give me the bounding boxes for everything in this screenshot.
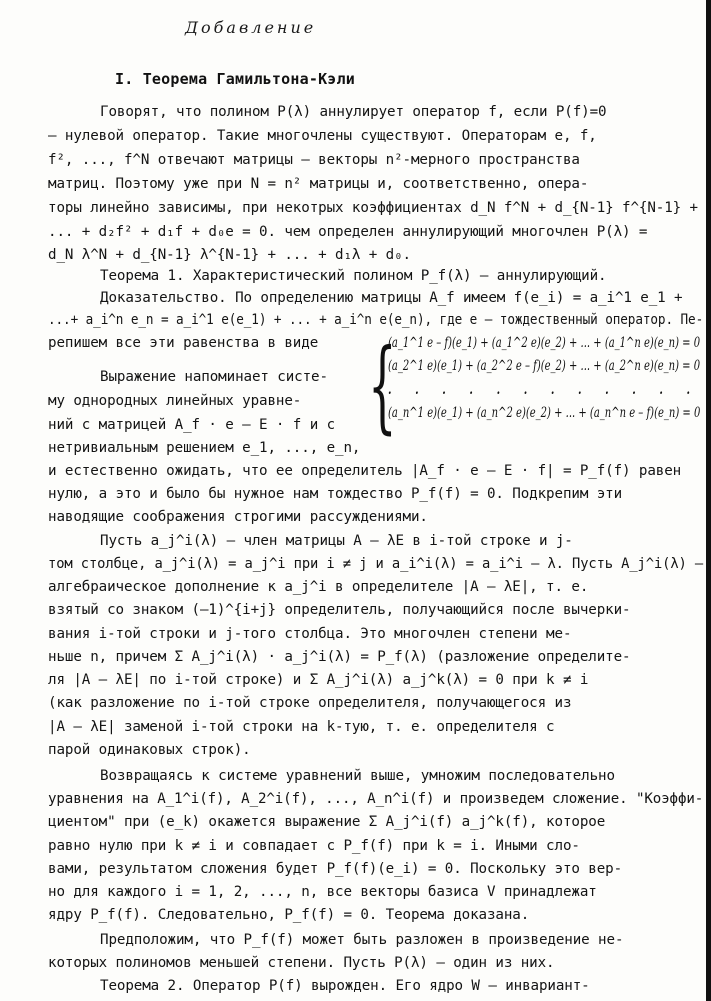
text-line: – нулевой оператор. Такие многочлены существуют. Операторам e, f, xyxy=(48,128,597,144)
text-line: (как разложение по i-той строке определителя, получающегося из xyxy=(48,695,572,711)
text-line: но для каждого i = 1, 2, ..., n, все векторы базиса V принадлежат xyxy=(48,884,597,900)
text-line: парой одинаковых строк). xyxy=(48,742,251,758)
system-equation: . . . . . . . . . . . . xyxy=(388,382,701,398)
text-line: том столбце, a_j^i(λ) = a_j^i при i ≠ j и a_i^i(λ) = a_i^i – λ. Пусть A_j^i(λ) – xyxy=(48,556,704,572)
text-line: алгебраическое дополнение к a_j^i в определителе |A – λE|, т. е. xyxy=(48,579,589,595)
text-line: торы линейно зависимы, при некотрых коэффициентах d_N f^N + d_{N-1} f^{N-1} + xyxy=(48,200,699,216)
text-line: вами, результатом сложения будет P_f(f)(e_i) = 0. Поскольку это вер- xyxy=(48,861,623,877)
text-line: Выражение напоминает систе- xyxy=(100,369,328,385)
system-equation: (a_1^1 e – f)(e_1) + (a_1^2 e)(e_2) + ... + (a_1^n e)(e_n) = 0 xyxy=(388,335,701,351)
text-line: Пусть a_j^i(λ) – член матрицы A – λE в i-той строке и j- xyxy=(100,533,573,549)
text-line: репишем все эти равенства в виде xyxy=(48,335,319,351)
text-line: му однородных линейных уравне- xyxy=(48,393,302,409)
text-line: взятый со знаком (–1)^{i+j} определитель, получающийся после вычерки- xyxy=(48,602,631,618)
text-line: ядру P_f(f). Следовательно, P_f(f) = 0. Теорема доказана. xyxy=(48,907,530,923)
text-line: ний с матрицей A_f · e – E · f и с xyxy=(48,417,336,433)
system-equation: (a_n^1 e)(e_1) + (a_n^2 e)(e_2) + ... + (a_n^n e – f)(e_n) = 0 xyxy=(388,405,701,421)
text-line: ньше n, причем Σ A_j^i(λ) · a_j^i(λ) = P_f(λ) (разложение определите- xyxy=(48,649,631,665)
text-line: ... + d₂f² + d₁f + d₀e = 0. чем определен аннулирующий многочлен P(λ) = xyxy=(48,224,648,240)
text-line: |A – λE| заменой i-той строки на k-тую, т. е. определителя с xyxy=(48,719,555,735)
text-line: которых полиномов меньшей степени. Пусть P(λ) – один из них. xyxy=(48,955,555,971)
text-line: и естественно ожидать, что ее определитель |A_f · e – E · f| = P_f(f) равен xyxy=(48,463,682,479)
theorem-line: Теорема 1. Характеристический полином P_f(λ) – аннулирующий. xyxy=(100,268,607,284)
page-title: Добавление xyxy=(185,18,317,37)
text-line: вания i-той строки и j-того столбца. Это многочлен степени ме- xyxy=(48,626,572,642)
text-line: уравнения на A_1^i(f), A_2^i(f), ..., A_n^i(f) и произведем сложение. "Коэффи- xyxy=(48,791,704,807)
system-equation: (a_2^1 e)(e_1) + (a_2^2 e – f)(e_2) + ... + (a_2^n e)(e_n) = 0 xyxy=(388,358,701,374)
section-heading: I. Теорема Гамильтона-Кэли xyxy=(115,70,355,88)
text-line: f², ..., f^N отвечают матрицы – векторы n²-мерного пространства xyxy=(48,152,580,168)
system-brace: { xyxy=(368,327,397,444)
text-line: ля |A – λE| по i-той строке) и Σ A_j^i(λ) a_j^k(λ) = 0 при k ≠ i xyxy=(48,672,589,688)
text-line: d_N λ^N + d_{N-1} λ^{N-1} + ... + d₁λ + d₀. xyxy=(48,247,411,263)
text-line: нетривиальным решением e_1, ..., e_n, xyxy=(48,440,361,456)
text-line: нулю, а это и было бы нужное нам тождество P_f(f) = 0. Подкрепим эти xyxy=(48,486,623,502)
text-line: наводящие соображения строгими рассуждениями. xyxy=(48,509,428,525)
page-edge xyxy=(706,0,711,1001)
text-line: Предположим, что P_f(f) может быть разложен в произведение не- xyxy=(100,932,624,948)
theorem-line: Теорема 2. Оператор P(f) вырожден. Его ядро W – инвариант- xyxy=(100,978,590,994)
text-line: матриц. Поэтому уже при N = n² матрицы и, соответственно, опера- xyxy=(48,176,589,192)
text-line: Говорят, что полином P(λ) аннулирует оператор f, если P(f)=0 xyxy=(100,104,607,120)
text-line: ...+ a_i^n e_n = a_i^1 e(e_1) + ... + a_i^n e(e_n), где e – тождественный оператор. Пе- xyxy=(48,312,704,328)
text-line: Возвращаясь к системе уравнений выше, умножим последовательно xyxy=(100,768,615,784)
text-line: равно нулю при k ≠ i и совпадает с P_f(f) при k = i. Иными сло- xyxy=(48,838,580,854)
text-line: циентом" при (e_k) окажется выражение Σ A_j^i(f) a_j^k(f), которое xyxy=(48,814,606,830)
theorem-line: Доказательство. По определению матрицы A_f имеем f(e_i) = a_i^1 e_1 + xyxy=(100,290,683,306)
